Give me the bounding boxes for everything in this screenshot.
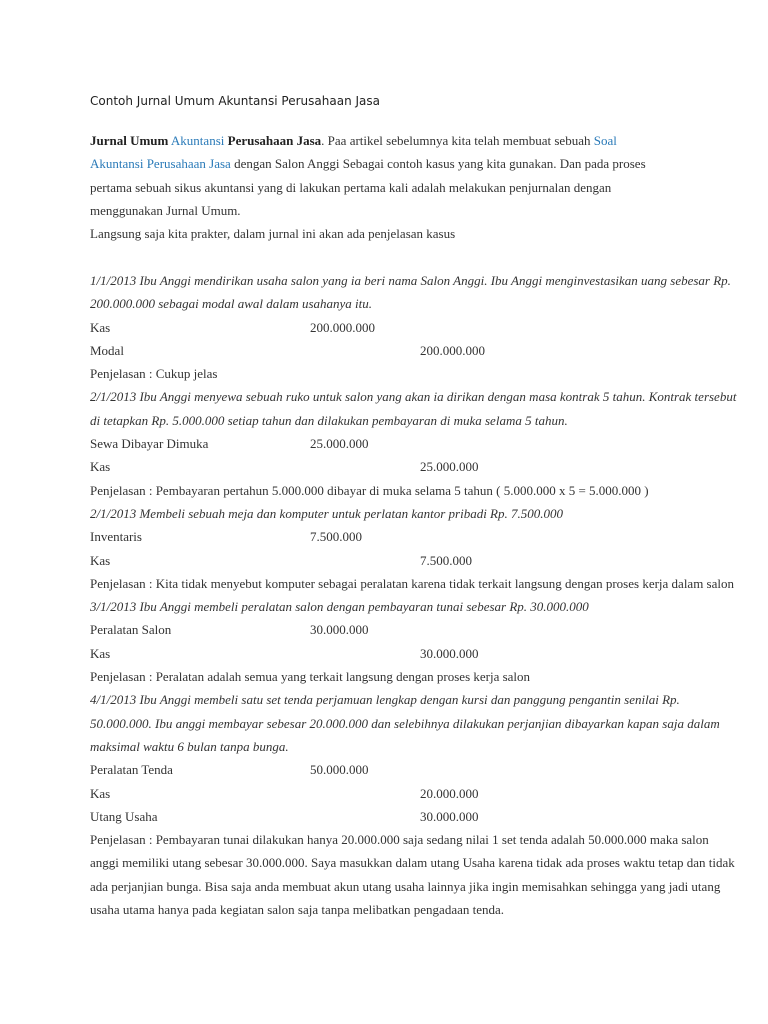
link-akuntansi[interactable]: Akuntansi xyxy=(170,133,225,148)
entry-2-debit: 25.000.000 xyxy=(310,436,369,451)
entry-5-debit: 50.000.000 xyxy=(310,762,369,777)
entry-3-account: Kas xyxy=(90,553,111,568)
entry-4-credit: 30.000.000 xyxy=(420,646,479,661)
intro-line-4: menggunakan Jurnal Umum. xyxy=(90,203,241,218)
entry-5-case-line: 50.000.000. Ibu anggi membayar sebesar 20.000.000 dan selebihnya dilakukan perjanjian dibayarkan kapan saja dalam xyxy=(90,716,720,731)
entry-5-explanation: Penjelasan : Pembayaran tunai dilakukan hanya 20.000.000 saja sedang nilai 1 set tenda adalah 50.000.000 maka salon xyxy=(90,832,709,847)
entry-2-credit: 25.000.000 xyxy=(420,459,479,474)
entry-4-account: Peralatan Salon xyxy=(90,622,172,637)
entry-4-case-line: 3/1/2013 Ibu Anggi membeli peralatan salon dengan pembayaran tunai sebesar Rp. 30.000.000 xyxy=(90,599,589,614)
entry-3-debit: 7.500.000 xyxy=(310,529,362,544)
entry-5-credit: 30.000.000 xyxy=(420,809,479,824)
entry-3-account: Inventaris xyxy=(90,529,142,544)
entry-1-explanation: Penjelasan : Cukup jelas xyxy=(90,366,218,381)
link-akuntansi-perusahaan-jasa[interactable]: Akuntansi Perusahaan Jasa xyxy=(90,156,231,171)
entry-3-credit: 7.500.000 xyxy=(420,553,472,568)
entry-5-explanation: ada perjanjian bunga. Bisa saja anda membuat akun utang usaha lainnya jika ingin memisahkan sehingga yang jadi utang xyxy=(90,879,721,894)
entry-4-debit: 30.000.000 xyxy=(310,622,369,637)
link-soal[interactable]: Soal xyxy=(593,133,617,148)
entry-2-account: Kas xyxy=(90,459,111,474)
page-title: Contoh Jurnal Umum Akuntansi Perusahaan Jasa xyxy=(90,94,380,108)
entry-1-debit: 200.000.000 xyxy=(310,320,375,335)
entry-5-account: Kas xyxy=(90,786,111,801)
entry-1-account: Kas xyxy=(90,320,111,335)
entry-1-credit: 200.000.000 xyxy=(420,343,485,358)
intro-line-5: Langsung saja kita prakter, dalam jurnal ini akan ada penjelasan kasus xyxy=(90,226,456,241)
entry-4-account: Kas xyxy=(90,646,111,661)
entry-5-account: Utang Usaha xyxy=(90,809,158,824)
intro-line-2 xyxy=(90,156,646,172)
entry-5-account: Peralatan Tenda xyxy=(90,762,173,777)
entry-3-explanation: Penjelasan : Kita tidak menyebut komputer sebagai peralatan karena tidak terkait langsung dengan proses kerja dalam salon xyxy=(90,576,735,591)
intro-line-1 xyxy=(90,133,617,149)
entry-5-case-line: 4/1/2013 Ibu Anggi membeli satu set tenda perjamuan lengkap dengan kursi dan panggung pengantin senilai Rp. xyxy=(90,692,680,707)
entry-2-case-line: 2/1/2013 Ibu Anggi menyewa sebuah ruko untuk salon yang akan ia dirikan dengan masa kontrak 5 tahun. Kontrak tersebut xyxy=(90,389,737,404)
entry-2-case-line: di tetapkan Rp. 5.000.000 setiap tahun dan dilakukan pembayaran di muka selama 5 tahun. xyxy=(90,413,568,428)
entry-2-account: Sewa Dibayar Dimuka xyxy=(90,436,209,451)
intro-bold-jurnal-umum: Jurnal Umum xyxy=(90,133,169,148)
entry-5-explanation: anggi memiliki utang sebesar 30.000.000. Saya masukkan dalam utang Usaha karena tidak ada proses waktu tetap dan tidak xyxy=(90,855,735,870)
entry-5-case-line: maksimal waktu 6 bulan tanpa bunga. xyxy=(90,739,289,754)
intro-bold-perusahaan-jasa: Perusahaan Jasa xyxy=(227,133,322,148)
entry-5-credit: 20.000.000 xyxy=(420,786,479,801)
entry-1-case-line: 1/1/2013 Ibu Anggi mendirikan usaha salon yang ia beri nama Salon Anggi. Ibu Anggi menginvestasikan uang sebesar Rp. xyxy=(90,273,731,288)
intro-text-2: dengan Salon Anggi Sebagai contoh kasus yang kita gunakan. Dan pada proses xyxy=(234,156,646,171)
entry-1-account: Modal xyxy=(90,343,124,358)
entry-2-explanation: Penjelasan : Pembayaran pertahun 5.000.000 dibayar di muka selama 5 tahun ( 5.000.000 x 5 = 5.000.000 ) xyxy=(90,483,649,498)
entry-4-explanation: Penjelasan : Peralatan adalah semua yang terkait langsung dengan proses kerja salon xyxy=(90,669,531,684)
intro-line-3: pertama sebuah sikus akuntansi yang di lakukan pertama kali adalah melakukan penjurnalan dengan xyxy=(90,180,612,195)
entry-3-case-line: 2/1/2013 Membeli sebuah meja dan komputer untuk perlatan kantor pribadi Rp. 7.500.000 xyxy=(90,506,564,521)
entry-1-case-line: 200.000.000 sebagai modal awal dalam usahanya itu. xyxy=(90,296,373,311)
intro-text-1: . Paa artikel sebelumnya kita telah membuat sebuah xyxy=(321,133,591,148)
entry-5-explanation: usaha utama hanya pada kegiatan salon saja tanpa melibatkan pengadaan tenda. xyxy=(90,902,505,917)
